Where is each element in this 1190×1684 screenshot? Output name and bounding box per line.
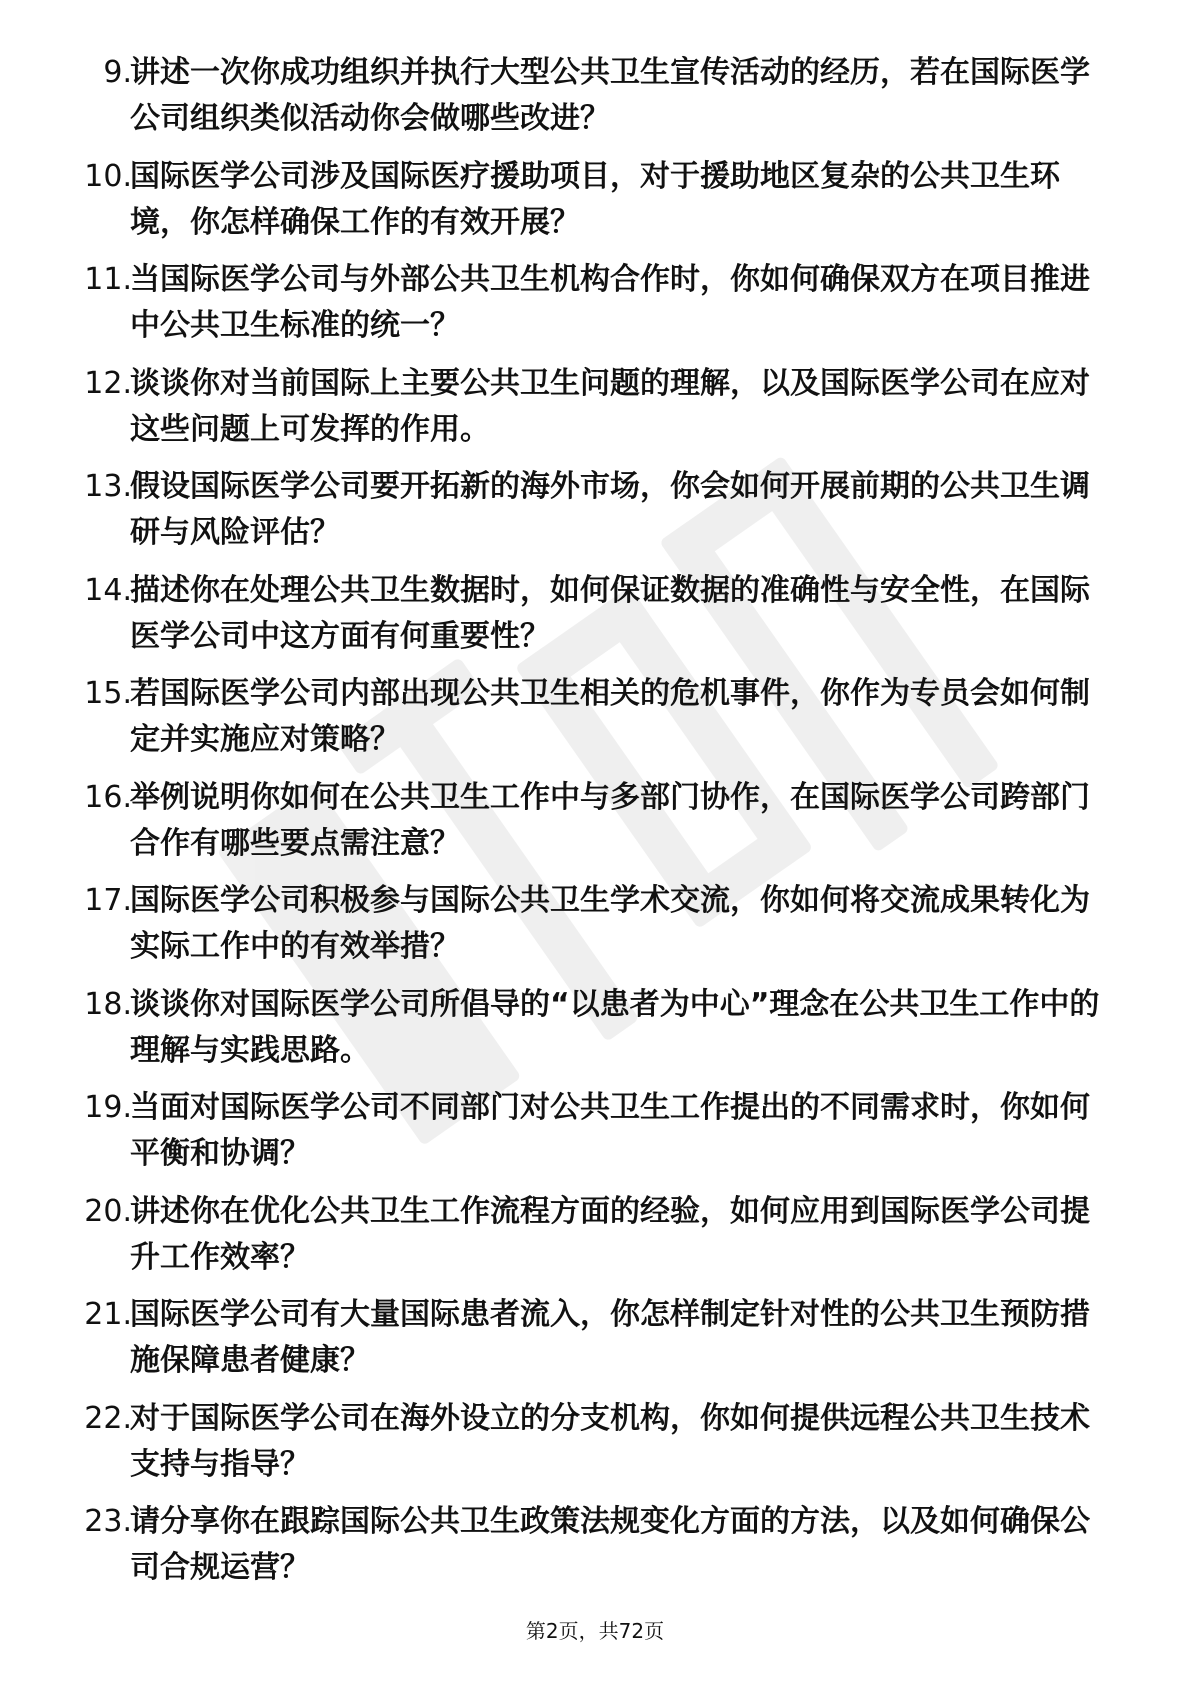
question-number: 20.	[84, 1193, 132, 1229]
question-item	[0, 982, 1190, 1086]
page-number-label: 第2页，共72页	[525, 1619, 665, 1643]
question-text: 国际医学公司积极参与国际公共卫生学术交流，你如何将交流成果转化为实际工作中的有效举措？	[130, 883, 1090, 964]
question-text: 讲述你在优化公共卫生工作流程方面的经验，如何应用到国际医学公司提升工作效率？	[130, 1193, 1090, 1275]
question-item	[0, 50, 1190, 154]
question-number: 17.	[84, 883, 132, 918]
question-item	[0, 1189, 1190, 1293]
question-number: 10.	[84, 158, 132, 194]
question-number: 18.	[84, 986, 132, 1022]
question-text: 当国际医学公司与外部公共卫生机构合作时，你如何确保双方在项目推进中公共卫生标准的统一？	[130, 262, 1090, 343]
question-number: 22.	[84, 1400, 132, 1436]
question-item	[0, 671, 1190, 775]
question-text: 若国际医学公司内部出现公共卫生相关的危机事件，你作为专员会如何制定并实施应对策略？	[130, 676, 1090, 757]
question-item	[0, 1499, 1190, 1603]
question-number: 12.	[84, 365, 132, 401]
question-number: 21.	[84, 1297, 132, 1332]
question-number: 23.	[84, 1504, 132, 1539]
question-number: 13.	[84, 469, 132, 504]
question-item	[0, 464, 1190, 568]
question-number: 11.	[84, 262, 132, 297]
question-text: 讲述一次你成功组织并执行大型公共卫生宣传活动的经历，若在国际医学公司组织类似活动你会做哪些改进？	[130, 55, 1090, 136]
question-text: 对于国际医学公司在海外设立的分支机构，你如何提供远程公共卫生技术支持与指导？	[130, 1400, 1090, 1482]
question-text: 国际医学公司有大量国际患者流入，你怎样制定针对性的公共卫生预防措施保障患者健康？	[130, 1297, 1090, 1378]
question-number: 16.	[84, 779, 132, 815]
question-item	[0, 878, 1190, 982]
question-item	[0, 1085, 1190, 1189]
question-text: 举例说明你如何在公共卫生工作中与多部门协作，在国际医学公司跨部门合作有哪些要点需注意？	[130, 779, 1090, 861]
question-text: 国际医学公司涉及国际医疗援助项目，对于援助地区复杂的公共卫生环境，你怎样确保工作的有效开展？	[130, 158, 1060, 240]
question-item	[0, 154, 1190, 258]
question-text: 谈谈你对当前国际上主要公共卫生问题的理解，以及国际医学公司在应对这些问题上可发挥的作用。	[130, 365, 1090, 447]
question-item	[0, 257, 1190, 361]
question-text: 描述你在处理公共卫生数据时，如何保证数据的准确性与安全性，在国际医学公司中这方面有何重要性？	[130, 572, 1090, 654]
question-text: 假设国际医学公司要开拓新的海外市场，你会如何开展前期的公共卫生调研与风险评估？	[130, 469, 1090, 550]
question-list	[0, 50, 1190, 1603]
page-footer	[0, 1616, 1190, 1646]
question-number: 9.	[103, 55, 132, 90]
question-text: 请分享你在跟踪国际公共卫生政策法规变化方面的方法，以及如何确保公司合规运营？	[130, 1504, 1090, 1585]
question-item	[0, 361, 1190, 465]
question-item	[0, 1396, 1190, 1500]
question-number: 19.	[84, 1090, 132, 1125]
question-item	[0, 568, 1190, 672]
question-item	[0, 1292, 1190, 1396]
question-text: 谈谈你对国际医学公司所倡导的“以患者为中心”理念在公共卫生工作中的理解与实践思路。	[130, 986, 1100, 1068]
question-number: 15.	[84, 676, 132, 711]
question-number: 14.	[84, 572, 132, 608]
question-item	[0, 775, 1190, 879]
question-text: 当面对国际医学公司不同部门对公共卫生工作提出的不同需求时，你如何平衡和协调？	[130, 1090, 1090, 1171]
